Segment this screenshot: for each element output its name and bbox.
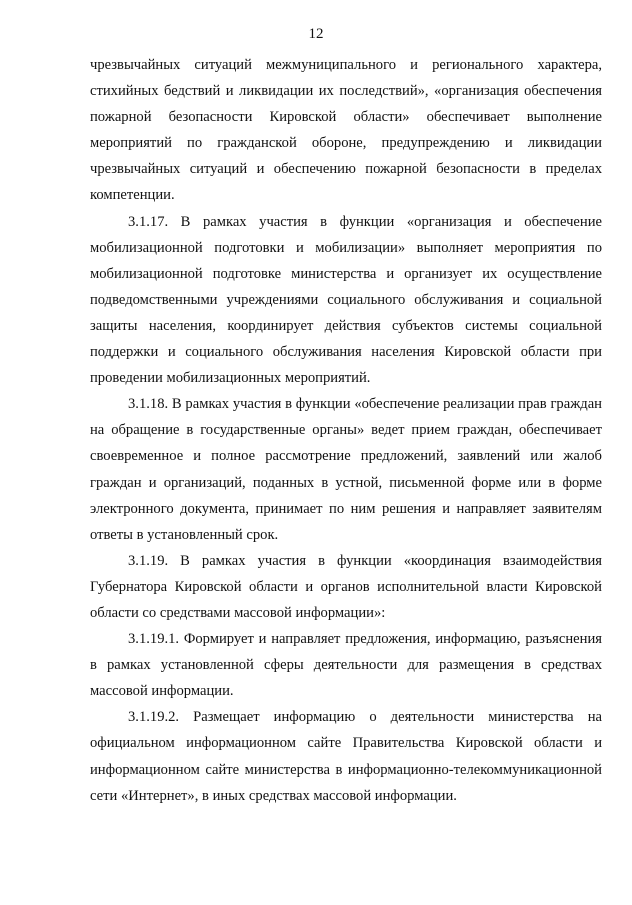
paragraph-3-1-19-2: 3.1.19.2. Размещает информацию о деятельности министерства на официальном информационном сайте Правительства Кировской области и информационном сайте министерства в информационно-телекоммуникационной сети «Интернет», в иных средствах массовой информации. <box>90 709 602 804</box>
paragraph-3-1-18: 3.1.18. В рамках участия в функции «обеспечение реализации прав граждан на обращение в государственные органы» ведет прием граждан, обеспечивает своевременное и полное рассмотрение предложений, заявлений или жалоб граждан и организаций, поданных в устной, письменной форме или в форме электронного документа, принимает по ним решения и направляет заявителям ответы в установленный срок. <box>90 396 602 543</box>
paragraph-3-1-19-1: 3.1.19.1. Формирует и направляет предложения, информацию, разъяснения в рамках установленной сферы деятельности для размещения в средствах массовой информации. <box>90 631 602 700</box>
paragraph-continuation: чрезвычайных ситуаций межмуниципального и регионального характера, стихийных бедствий и ликвидации их последствий», «организация обеспечения пожарной безопасности Кировской области» обеспечивает выполнение мероприятий по гражданской обороне, предупреждению и ликвидации чрезвычайных ситуаций и обеспечению пожарной безопасности в пределах компетенции. <box>90 57 602 204</box>
page-number: 12 <box>308 26 324 42</box>
paragraph-3-1-17: 3.1.17. В рамках участия в функции «организация и обеспечение мобилизационной подготовки и мобилизации» выполняет мероприятия по мобилизационной подготовке министерства и организует их осуществление подведомственными учреждениями социального обслуживания и социальной защиты населения, координирует действия субъектов системы социальной поддержки и социального обслуживания населения Кировской области при проведении мобилизационных мероприятий. <box>90 213 602 387</box>
document-body <box>90 52 602 809</box>
paragraph-3-1-19: 3.1.19. В рамках участия в функции «координация взаимодействия Губернатора Кировской области и органов исполнительной власти Кировской области со средствами массовой информации»: <box>90 552 602 621</box>
